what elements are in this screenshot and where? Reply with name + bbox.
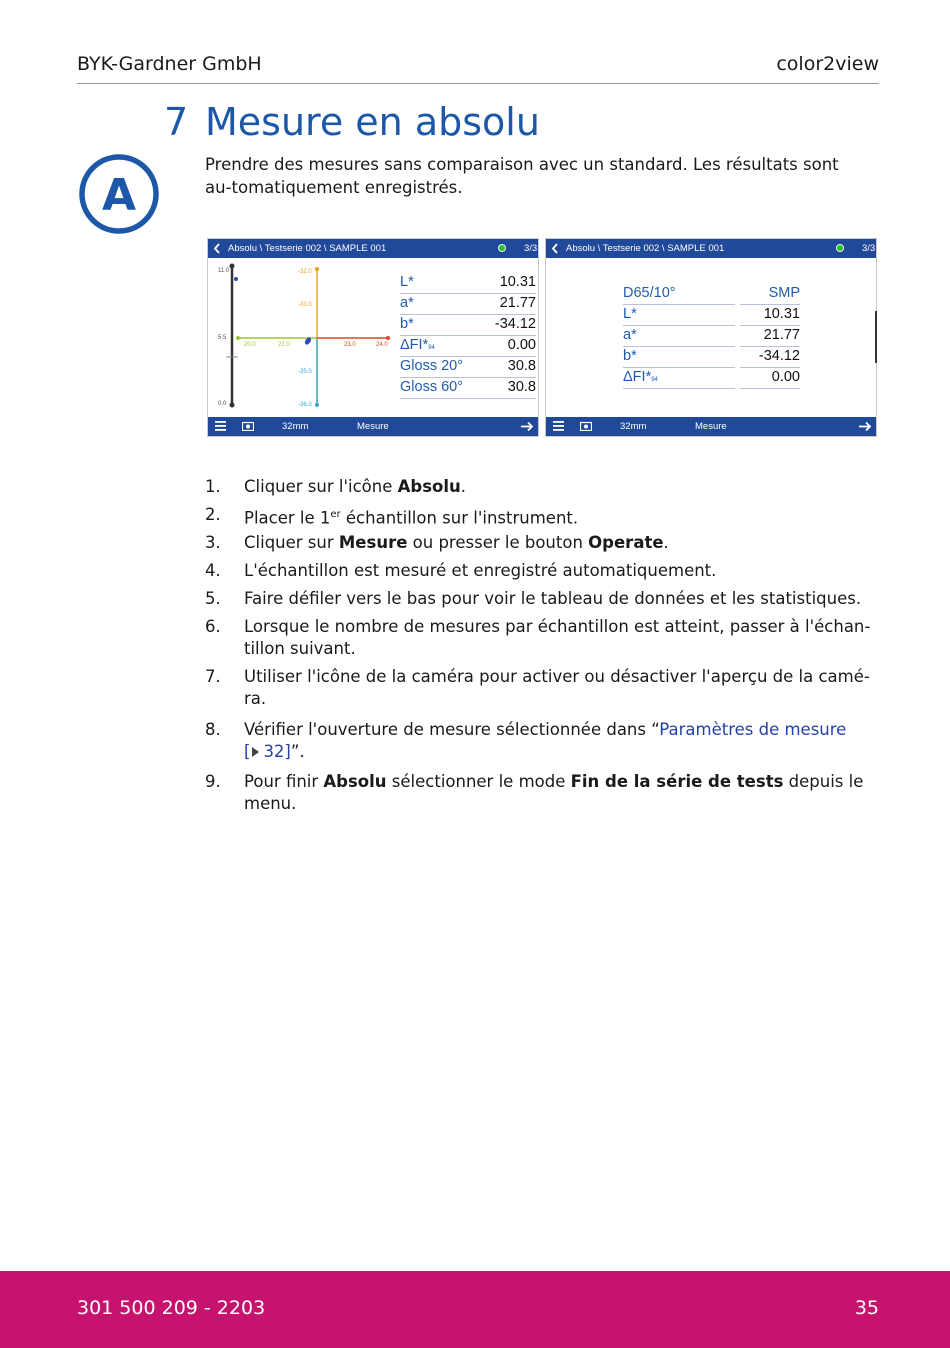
- document-number: 301 500 209 - 2203: [77, 1297, 266, 1319]
- step-number: 5.: [205, 589, 221, 608]
- page-footer: [0, 1271, 950, 1348]
- camera-icon[interactable]: [242, 421, 254, 431]
- table-row: [400, 296, 536, 316]
- step-number: 9.: [205, 772, 221, 791]
- row-value: -34.12: [740, 348, 800, 368]
- l-tick-11: 11.0: [218, 268, 230, 274]
- row-value: 30.8: [474, 358, 536, 378]
- table-row: [623, 307, 800, 327]
- row-label: Gloss 20°: [400, 358, 474, 378]
- a-tick-23: 23.0: [344, 342, 356, 348]
- table-row: [623, 328, 800, 348]
- step-number: 4.: [205, 561, 221, 580]
- step-number: 2.: [205, 505, 221, 524]
- step-text: L'échantillon est mesuré et enregistré automatiquement.: [244, 561, 717, 580]
- step-text: Cliquer sur Mesure ou presser le bouton Operate.: [244, 533, 669, 552]
- row-label: b*: [623, 348, 735, 368]
- screenshot-absolute-table: [545, 238, 877, 437]
- page-number: 35: [854, 1297, 879, 1319]
- status-dot: [836, 244, 844, 252]
- page-indicator: 3/3: [524, 243, 538, 254]
- b-tick-35: -35.0: [298, 369, 312, 375]
- camera-icon[interactable]: [580, 421, 592, 431]
- a-tick-20: 20.0: [244, 342, 256, 348]
- step-text: Faire défiler vers le bas pour voir le tableau de données et les statistiques.: [244, 589, 862, 608]
- row-label: L*: [400, 274, 474, 294]
- table-row: [623, 349, 800, 369]
- measurement-table: [623, 286, 800, 392]
- row-value: 10.31: [474, 274, 536, 294]
- page-indicator: 3/3: [862, 243, 876, 254]
- chapter-title: Mesure en absolu: [205, 100, 540, 144]
- illuminant-label: D65/10°: [623, 285, 735, 305]
- row-label: Gloss 60°: [400, 379, 474, 399]
- table-row: [400, 338, 536, 358]
- step-text: Placer le 1er échantillon sur l'instrument.: [244, 508, 579, 528]
- row-value: -34.12: [474, 316, 536, 336]
- row-value: 21.77: [474, 295, 536, 315]
- arrow-right-icon[interactable]: [858, 421, 872, 432]
- header-product: color2view: [776, 53, 879, 75]
- table-row: [400, 275, 536, 295]
- sample-column-header: SMP: [740, 285, 800, 305]
- row-label: ΔFI*94: [623, 369, 735, 389]
- back-icon[interactable]: [551, 243, 559, 254]
- step-number: 6.: [205, 617, 221, 636]
- table-header-row: [623, 286, 800, 306]
- table-row: [400, 317, 536, 337]
- menu-icon[interactable]: [553, 421, 564, 431]
- screen-title-bar: [546, 239, 876, 258]
- l-tick-55: 5.5: [218, 335, 227, 341]
- page-reference-link[interactable]: [ 32]: [244, 742, 291, 761]
- header-divider: [77, 83, 879, 84]
- screen-title-bar: [208, 239, 538, 258]
- status-dot: [498, 244, 506, 252]
- parameters-link[interactable]: Paramètres de mesure: [659, 720, 847, 739]
- aperture-label: 32mm: [620, 421, 647, 432]
- breadcrumb: Absolu \ Testserie 002 \ SAMPLE 001: [566, 243, 725, 254]
- row-value: 10.31: [740, 306, 800, 326]
- measurement-table: [400, 275, 536, 401]
- table-row: [400, 380, 536, 400]
- table-row: [623, 370, 800, 390]
- screen-bottom-bar: [546, 417, 876, 436]
- b-tick-36: -36.0: [298, 402, 312, 408]
- step-text: Vérifier l'ouverture de mesure sélectionnée dans “Paramètres de mesure [ 32]”.: [244, 720, 847, 761]
- step-text: Cliquer sur l'icône Absolu.: [244, 477, 466, 496]
- row-label: ΔFI*94: [400, 337, 474, 357]
- breadcrumb: Absolu \ Testserie 002 \ SAMPLE 001: [228, 243, 387, 254]
- row-value: 0.00: [740, 369, 800, 389]
- step-text: Lorsque le nombre de mesures par échantillon est atteint, passer à l'échan-tillon suivant.: [244, 617, 871, 658]
- triangle-right-icon: [251, 746, 260, 758]
- row-label: a*: [623, 327, 735, 347]
- b-tick-33: -33.0: [298, 302, 312, 308]
- back-icon[interactable]: [213, 243, 221, 254]
- a-tick-21: 21.0: [278, 342, 290, 348]
- row-value: 21.77: [740, 327, 800, 347]
- measure-label[interactable]: Mesure: [695, 421, 727, 432]
- header-company: BYK-Gardner GmbH: [77, 53, 262, 75]
- arrow-right-icon[interactable]: [520, 421, 534, 432]
- a-tick-24: 24.0: [376, 342, 388, 348]
- screenshot-absolute-chart: [207, 238, 539, 437]
- step-text: Pour finir Absolu sélectionner le mode Fin de la série de tests depuis le menu.: [244, 772, 864, 813]
- absolute-icon: [78, 153, 160, 235]
- scrollbar[interactable]: [875, 311, 877, 363]
- step-text: Utiliser l'icône de la caméra pour activer ou désactiver l'aperçu de la camé-ra.: [244, 667, 870, 708]
- row-value: 0.00: [474, 337, 536, 357]
- intro-paragraph: Prendre des mesures sans comparaison avec un standard. Les résultats sont au-tomatiquement enregistrés.: [205, 155, 839, 197]
- screen-bottom-bar: [208, 417, 538, 436]
- aperture-label: 32mm: [282, 421, 309, 432]
- menu-icon[interactable]: [215, 421, 226, 431]
- step-number: 3.: [205, 533, 221, 552]
- row-value: 30.8: [474, 379, 536, 399]
- step-number: 1.: [205, 477, 221, 496]
- chapter-number: 7: [164, 100, 189, 144]
- color-plot: [208, 258, 394, 418]
- step-number: 8.: [205, 720, 221, 739]
- b-tick-32: -32.0: [298, 269, 312, 275]
- measure-label[interactable]: Mesure: [357, 421, 389, 432]
- l-tick-0: 0.0: [218, 401, 227, 407]
- row-label: L*: [623, 306, 735, 326]
- row-label: a*: [400, 295, 474, 315]
- step-number: 7.: [205, 667, 221, 686]
- absolute-icon-letter: A: [101, 170, 137, 221]
- table-row: [400, 359, 536, 379]
- row-label: b*: [400, 316, 474, 336]
